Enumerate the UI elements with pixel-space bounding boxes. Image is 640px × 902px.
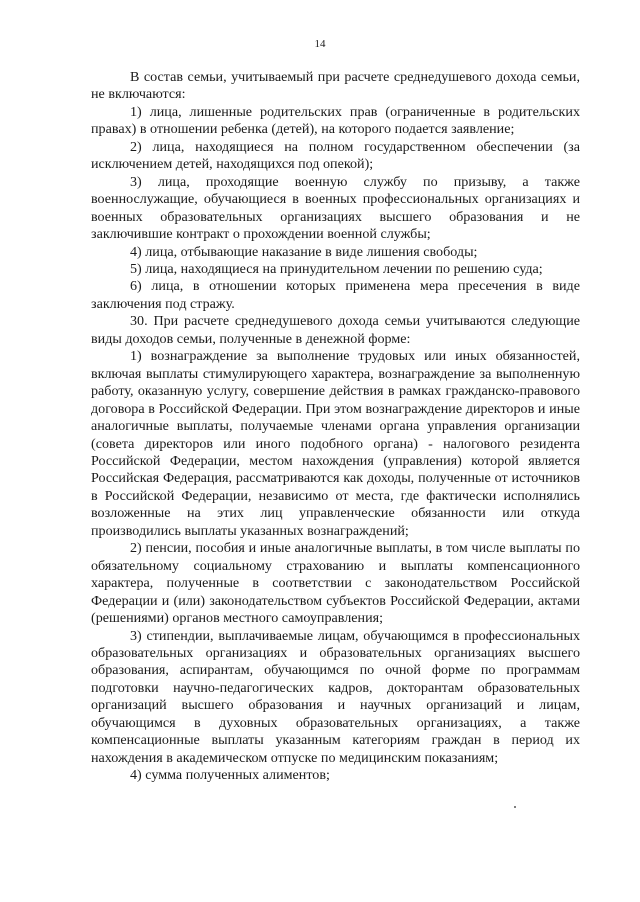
paragraph-exclusion-4: 4) лица, отбывающие наказание в виде лишения свободы;: [130, 243, 478, 260]
paragraph-exclusion-5: 5) лица, находящиеся на принудительном лечении по решению суда;: [130, 260, 543, 277]
paragraph-exclusion-6: 6) лица, в отношении которых применена мера пресечения в виде заключения под стражу.: [91, 278, 580, 312]
paragraph-exclusion-2: 2) лица, находящиеся на полном государственном обеспечении (за исключением детей, находящихся под опекой);: [91, 138, 580, 173]
paragraph-income-4: 4) сумма полученных алиментов;: [130, 767, 330, 784]
paragraph-income-1: 1) вознаграждение за выполнение трудовых или иных обязанностей, включая выплаты стимулирующего характера, вознаграждение за выполненную работу, оказанную услугу, совершение действия в рамках гражданско-правового договора в Российской Федерации. При этом вознаграждение директоров и иные аналогичные выплаты, получаемые членами органа управления организации (совета директоров или иного подобного органа) - налогового резидента Российской Федерации, местом нахождения (управления) которой является Российская Федерация, рассматриваются как доходы, полученные от источников в Российской Федерации, независимо от места, где фактически исполнялись возложенные на этих лиц управленческие обязанности или откуда производились выплаты указанных вознаграждений;: [91, 348, 580, 539]
paragraph-income-2: 2) пенсии, пособия и иные аналогичные выплаты, в том числе выплаты по обязательному социальному страхованию и выплаты компенсационного характера, полученные в соответствии с законодательством Российской Федерации и (или) законодательством субъектов Российской Федерации, актами (решениями) органов местного самоуправления;: [91, 540, 580, 627]
paragraph-income-3: 3) стипендии, выплачиваемые лицам, обучающимся в профессиональных образовательных организациях и образовательных организациях высшего образования, аспирантам, обучающимся по очной форме по программам подготовки научно-педагогических кадров, докторантам образовательных организаций высшего образования и научных организаций и лицам, обучающимся в духовных образовательных организациях, а также компенсационные выплаты указанным категориям граждан в период их нахождения в академическом отпуске по медицинским показаниям;: [91, 627, 580, 766]
paragraph-family-exclusions-intro: В состав семьи, учитываемый при расчете среднедушевого дохода семьи, не включаются:: [91, 69, 580, 103]
scan-speck: [514, 806, 516, 808]
document-body: [91, 69, 580, 785]
page-number: 14: [314, 38, 326, 50]
paragraph-exclusion-3: 3) лица, проходящие военную службу по призыву, а также военнослужащие, обучающиеся в военных профессиональных организациях и военных образовательных организациях высшего образования и не заключившие контракт о прохождении военной службы;: [91, 173, 580, 243]
paragraph-section-30: 30. При расчете среднедушевого дохода семьи учитываются следующие виды доходов семьи, полученные в денежной форме:: [91, 313, 580, 347]
paragraph-exclusion-1: 1) лица, лишенные родительских прав (ограниченные в родительских правах) в отношении ребенка (детей), на которого подается заявление;: [91, 103, 580, 138]
